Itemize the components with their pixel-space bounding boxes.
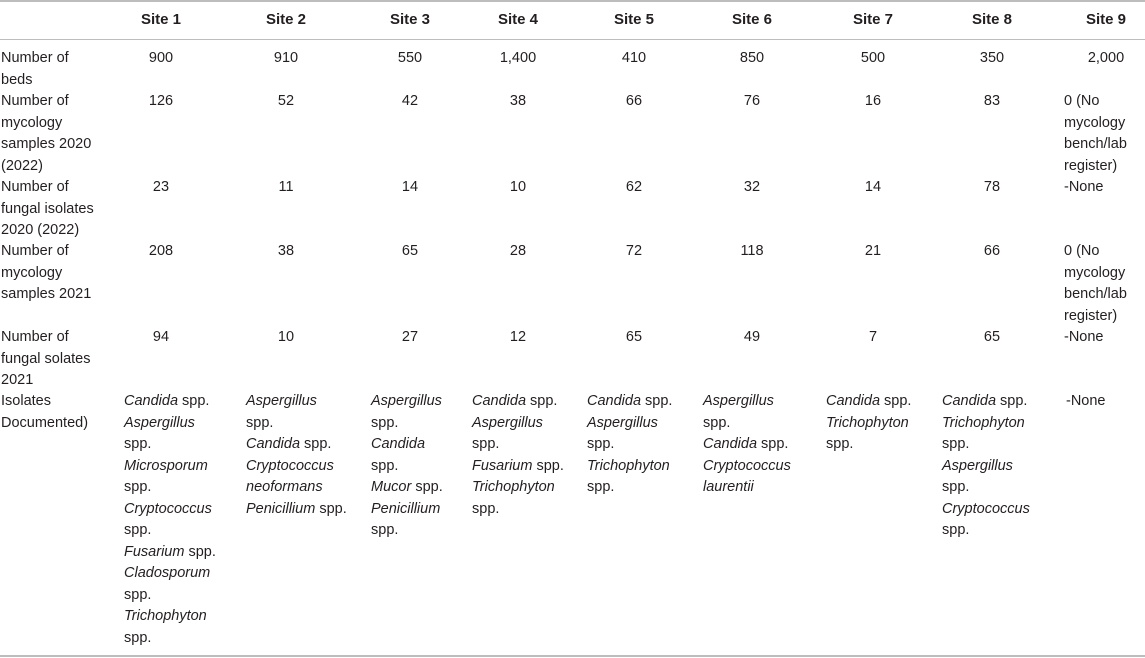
cell-r4-site-1: 208 xyxy=(148,243,174,259)
cell-r3-site-3: 14 xyxy=(401,179,419,195)
cell-r1-site-5: 410 xyxy=(621,50,647,66)
row-label-1: Number of beds xyxy=(1,50,69,88)
column-header-site-7: Site 7 xyxy=(852,11,894,28)
cell-r1-site-8: 350 xyxy=(979,50,1005,66)
table-header-rule xyxy=(0,39,1145,40)
isolates-site-2: Aspergillus spp. Candida spp. Cryptococcus neoformans Penicillium spp. xyxy=(246,393,347,517)
cell-r1-site-2: 910 xyxy=(273,50,299,66)
cell-r5-site-1: 94 xyxy=(152,329,170,345)
cell-r4-site-6: 118 xyxy=(740,243,764,259)
cell-r2-site-1: 126 xyxy=(148,93,174,109)
isolates-site-9: -None xyxy=(1066,393,1106,409)
isolates-site-5: Candida spp. Aspergillus spp. Trichophyton spp. xyxy=(587,393,673,495)
column-header-site-8: Site 8 xyxy=(971,11,1013,28)
row-label-2: Number of mycology samples 2020 (2022) xyxy=(1,93,92,174)
cell-r3-site-4: 10 xyxy=(509,179,527,195)
row-label-5: Number of fungal solates 2021 xyxy=(1,329,91,388)
column-header-site-9: Site 9 xyxy=(1085,11,1127,28)
cell-r2-site-5: 66 xyxy=(625,93,643,109)
cell-r2-site-4: 38 xyxy=(509,93,527,109)
isolates-site-1: Candida spp. Aspergillus spp. Microsporum spp. Cryptococcus spp. Fusarium spp. Cladosporum spp. Trichophyton spp. xyxy=(124,393,216,646)
cell-r4-site-5: 72 xyxy=(625,243,643,259)
cell-r3-site-6: 32 xyxy=(743,179,761,195)
cell-r1-site-3: 550 xyxy=(397,50,423,66)
cell-r1-site-4: 1,400 xyxy=(499,50,537,66)
cell-r4-site-4: 28 xyxy=(509,243,527,259)
isolates-site-7: Candida spp. Trichophyton spp. xyxy=(826,393,912,452)
cell-r5-site-5: 65 xyxy=(625,329,643,345)
cell-r3-site-2: 11 xyxy=(278,179,294,195)
isolates-site-8: Candida spp. Trichophyton spp. Aspergillus spp. Cryptococcus spp. xyxy=(942,393,1030,538)
cell-r5-site-6: 49 xyxy=(743,329,761,345)
cell-r4-site-9: 0 (No mycology bench/lab register) xyxy=(1064,243,1127,324)
table-bottom-rule xyxy=(0,655,1145,657)
row-label-isolates: Isolates Documented) xyxy=(1,393,89,431)
cell-r3-site-7: 14 xyxy=(864,179,882,195)
cell-r1-site-9: 2,000 xyxy=(1087,50,1125,66)
cell-r2-site-9: 0 (No mycology bench/lab register) xyxy=(1064,93,1127,174)
cell-r1-site-1: 900 xyxy=(148,50,174,66)
cell-r5-site-3: 27 xyxy=(401,329,419,345)
cell-r1-site-7: 500 xyxy=(860,50,886,66)
cell-r3-site-8: 78 xyxy=(983,179,1001,195)
table-top-rule xyxy=(0,0,1145,2)
cell-r2-site-6: 76 xyxy=(743,93,761,109)
cell-r2-site-2: 52 xyxy=(277,93,295,109)
cell-r5-site-8: 65 xyxy=(983,329,1001,345)
cell-r2-site-7: 16 xyxy=(864,93,882,109)
cell-r3-site-1: 23 xyxy=(152,179,170,195)
cell-r5-site-7: 7 xyxy=(868,329,878,345)
cell-r2-site-8: 83 xyxy=(983,93,1001,109)
cell-r3-site-5: 62 xyxy=(625,179,643,195)
cell-r5-site-4: 12 xyxy=(509,329,527,345)
row-label-3: Number of fungal isolates 2020 (2022) xyxy=(1,179,94,238)
isolates-site-6: Aspergillus spp. Candida spp. Cryptococcus laurentii xyxy=(703,393,791,495)
cell-r3-site-9: -None xyxy=(1064,179,1104,195)
column-header-site-4: Site 4 xyxy=(497,11,539,28)
cell-r5-site-2: 10 xyxy=(277,329,295,345)
isolates-site-4: Candida spp. Aspergillus spp. Fusarium spp. Trichophyton spp. xyxy=(472,393,564,517)
cell-r2-site-3: 42 xyxy=(401,93,419,109)
column-header-site-5: Site 5 xyxy=(613,11,655,28)
cell-r4-site-2: 38 xyxy=(277,243,295,259)
cell-r4-site-7: 21 xyxy=(864,243,882,259)
column-header-site-2: Site 2 xyxy=(265,11,307,28)
cell-r1-site-6: 850 xyxy=(739,50,765,66)
row-label-4: Number of mycology samples 2021 xyxy=(1,243,92,302)
column-header-site-3: Site 3 xyxy=(389,11,431,28)
column-header-site-1: Site 1 xyxy=(140,11,182,28)
cell-r4-site-8: 66 xyxy=(983,243,1001,259)
cell-r5-site-9: -None xyxy=(1064,329,1104,345)
column-header-site-6: Site 6 xyxy=(731,11,773,28)
cell-r4-site-3: 65 xyxy=(401,243,419,259)
isolates-site-3: Aspergillus spp. Candida spp. Mucor spp. Penicillium spp. xyxy=(371,393,443,538)
